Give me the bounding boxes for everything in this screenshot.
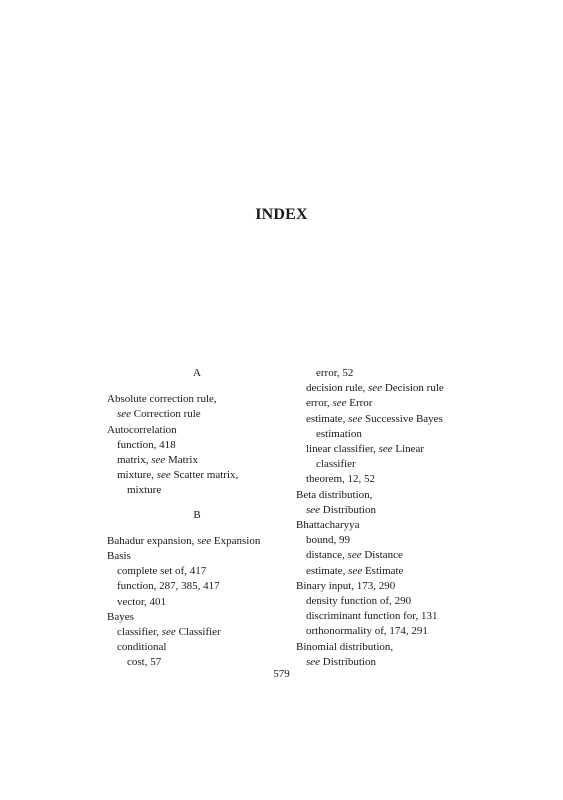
index-entry — [107, 453, 287, 468]
index-entry — [107, 579, 287, 594]
entry-text: cost, 57 — [127, 656, 162, 669]
index-entry — [296, 396, 486, 411]
index-entry — [296, 533, 486, 548]
index-entry — [296, 412, 486, 427]
index-entry — [296, 594, 486, 609]
see-reference: see — [306, 503, 321, 516]
entry-text: discriminant function for, 131 — [306, 610, 438, 623]
entry-text: function, 418 — [117, 438, 176, 451]
entry-text: estimation — [316, 427, 362, 440]
entry-text: Bahadur expansion, — [107, 534, 195, 547]
entry-text: complete set of, 417 — [117, 565, 207, 578]
see-target: Decision rule — [384, 382, 444, 395]
see-reference: see — [368, 382, 383, 395]
index-entry — [296, 579, 486, 594]
see-target: Successive Bayes — [364, 412, 443, 425]
index-entry — [107, 392, 287, 407]
index-entry — [107, 564, 287, 579]
index-entry — [107, 595, 287, 610]
entry-text: matrix, — [117, 454, 149, 467]
index-entry — [296, 427, 486, 442]
index-entry — [107, 534, 287, 549]
entry-text: Bhattacharyya — [296, 519, 360, 532]
entry-text: estimate, — [306, 564, 346, 577]
index-entry — [296, 609, 486, 624]
index-entry — [296, 457, 486, 472]
see-target: Expansion — [213, 534, 261, 547]
entry-text: error, 52 — [316, 367, 354, 379]
see-reference: see — [348, 412, 363, 425]
entry-text: Basis — [107, 550, 131, 563]
see-reference: see — [347, 549, 362, 562]
index-entry — [296, 624, 486, 639]
page-title: INDEX — [255, 206, 308, 223]
index-entry — [107, 423, 287, 438]
entry-text: error, — [306, 397, 330, 410]
index-entry — [296, 564, 486, 579]
entry-text: classifier, — [117, 626, 160, 639]
see-reference: see — [378, 443, 393, 456]
entry-text: linear classifier, — [306, 443, 376, 456]
index-entry — [107, 468, 287, 483]
entry-text: Distribution — [322, 655, 376, 668]
entry-text: Bayes — [107, 610, 134, 623]
index-entry — [296, 381, 486, 396]
see-reference: see — [161, 626, 176, 639]
see-target: Classifier — [178, 626, 221, 639]
index-section-b-continued — [296, 366, 486, 670]
entry-text: density function of, 290 — [306, 595, 412, 608]
index-entry — [107, 483, 287, 498]
see-target: Error — [349, 397, 373, 410]
entry-text: bound, 99 — [306, 534, 350, 547]
see-target: Matrix — [168, 454, 198, 467]
index-entry — [107, 640, 287, 655]
index-entry — [107, 625, 287, 640]
index-entry — [296, 366, 486, 381]
entry-text: estimate, — [306, 412, 346, 425]
index-entry — [296, 548, 486, 563]
index-section-a — [107, 392, 287, 498]
entry-text: Correction rule — [133, 408, 201, 421]
entry-text: Beta distribution, — [296, 488, 373, 501]
index-entry — [296, 472, 486, 487]
entry-text: conditional — [117, 641, 167, 654]
index-entry — [107, 549, 287, 564]
page-number: 579 — [273, 668, 290, 680]
see-reference: see — [156, 469, 171, 482]
index-entry — [296, 503, 486, 518]
entry-text: Distribution — [322, 503, 376, 516]
entry-text: vector, 401 — [117, 595, 167, 608]
index-entry — [296, 640, 486, 655]
see-reference: see — [306, 655, 321, 668]
entry-text: mixture, — [117, 469, 154, 482]
entry-text: mixture — [127, 484, 162, 497]
index-entry — [107, 407, 287, 422]
section-letter-a: A — [193, 367, 201, 379]
entry-text: decision rule, — [306, 382, 366, 395]
entry-text: distance, — [306, 549, 345, 562]
entry-text: function, 287, 385, 417 — [117, 580, 220, 593]
see-reference: see — [332, 397, 347, 410]
index-column-right — [296, 366, 486, 670]
index-column-left — [107, 366, 287, 671]
entry-text: Binary input, 173, 290 — [296, 579, 396, 592]
index-entry — [296, 518, 486, 533]
entry-text: Binomial distribution, — [296, 640, 394, 653]
index-section-b — [107, 534, 287, 671]
entry-text: Absolute correction rule, — [107, 393, 217, 406]
index-entry — [296, 442, 486, 457]
entry-text: orthonormality of, 174, 291 — [306, 625, 428, 638]
index-entry — [107, 610, 287, 625]
see-reference: see — [151, 454, 166, 467]
index-entry — [107, 438, 287, 453]
see-reference: see — [348, 564, 363, 577]
see-target: Estimate — [364, 564, 404, 577]
entry-text: theorem, 12, 52 — [306, 473, 376, 486]
section-letter-b: B — [193, 508, 201, 521]
entry-text: classifier — [316, 458, 356, 471]
see-target: Linear — [395, 443, 425, 456]
entry-text: Autocorrelation — [107, 423, 177, 436]
see-target: Distance — [364, 549, 403, 562]
index-entry — [296, 488, 486, 503]
see-target: Scatter matrix, — [173, 469, 239, 482]
see-reference: see — [117, 408, 132, 421]
see-reference: see — [197, 534, 212, 547]
